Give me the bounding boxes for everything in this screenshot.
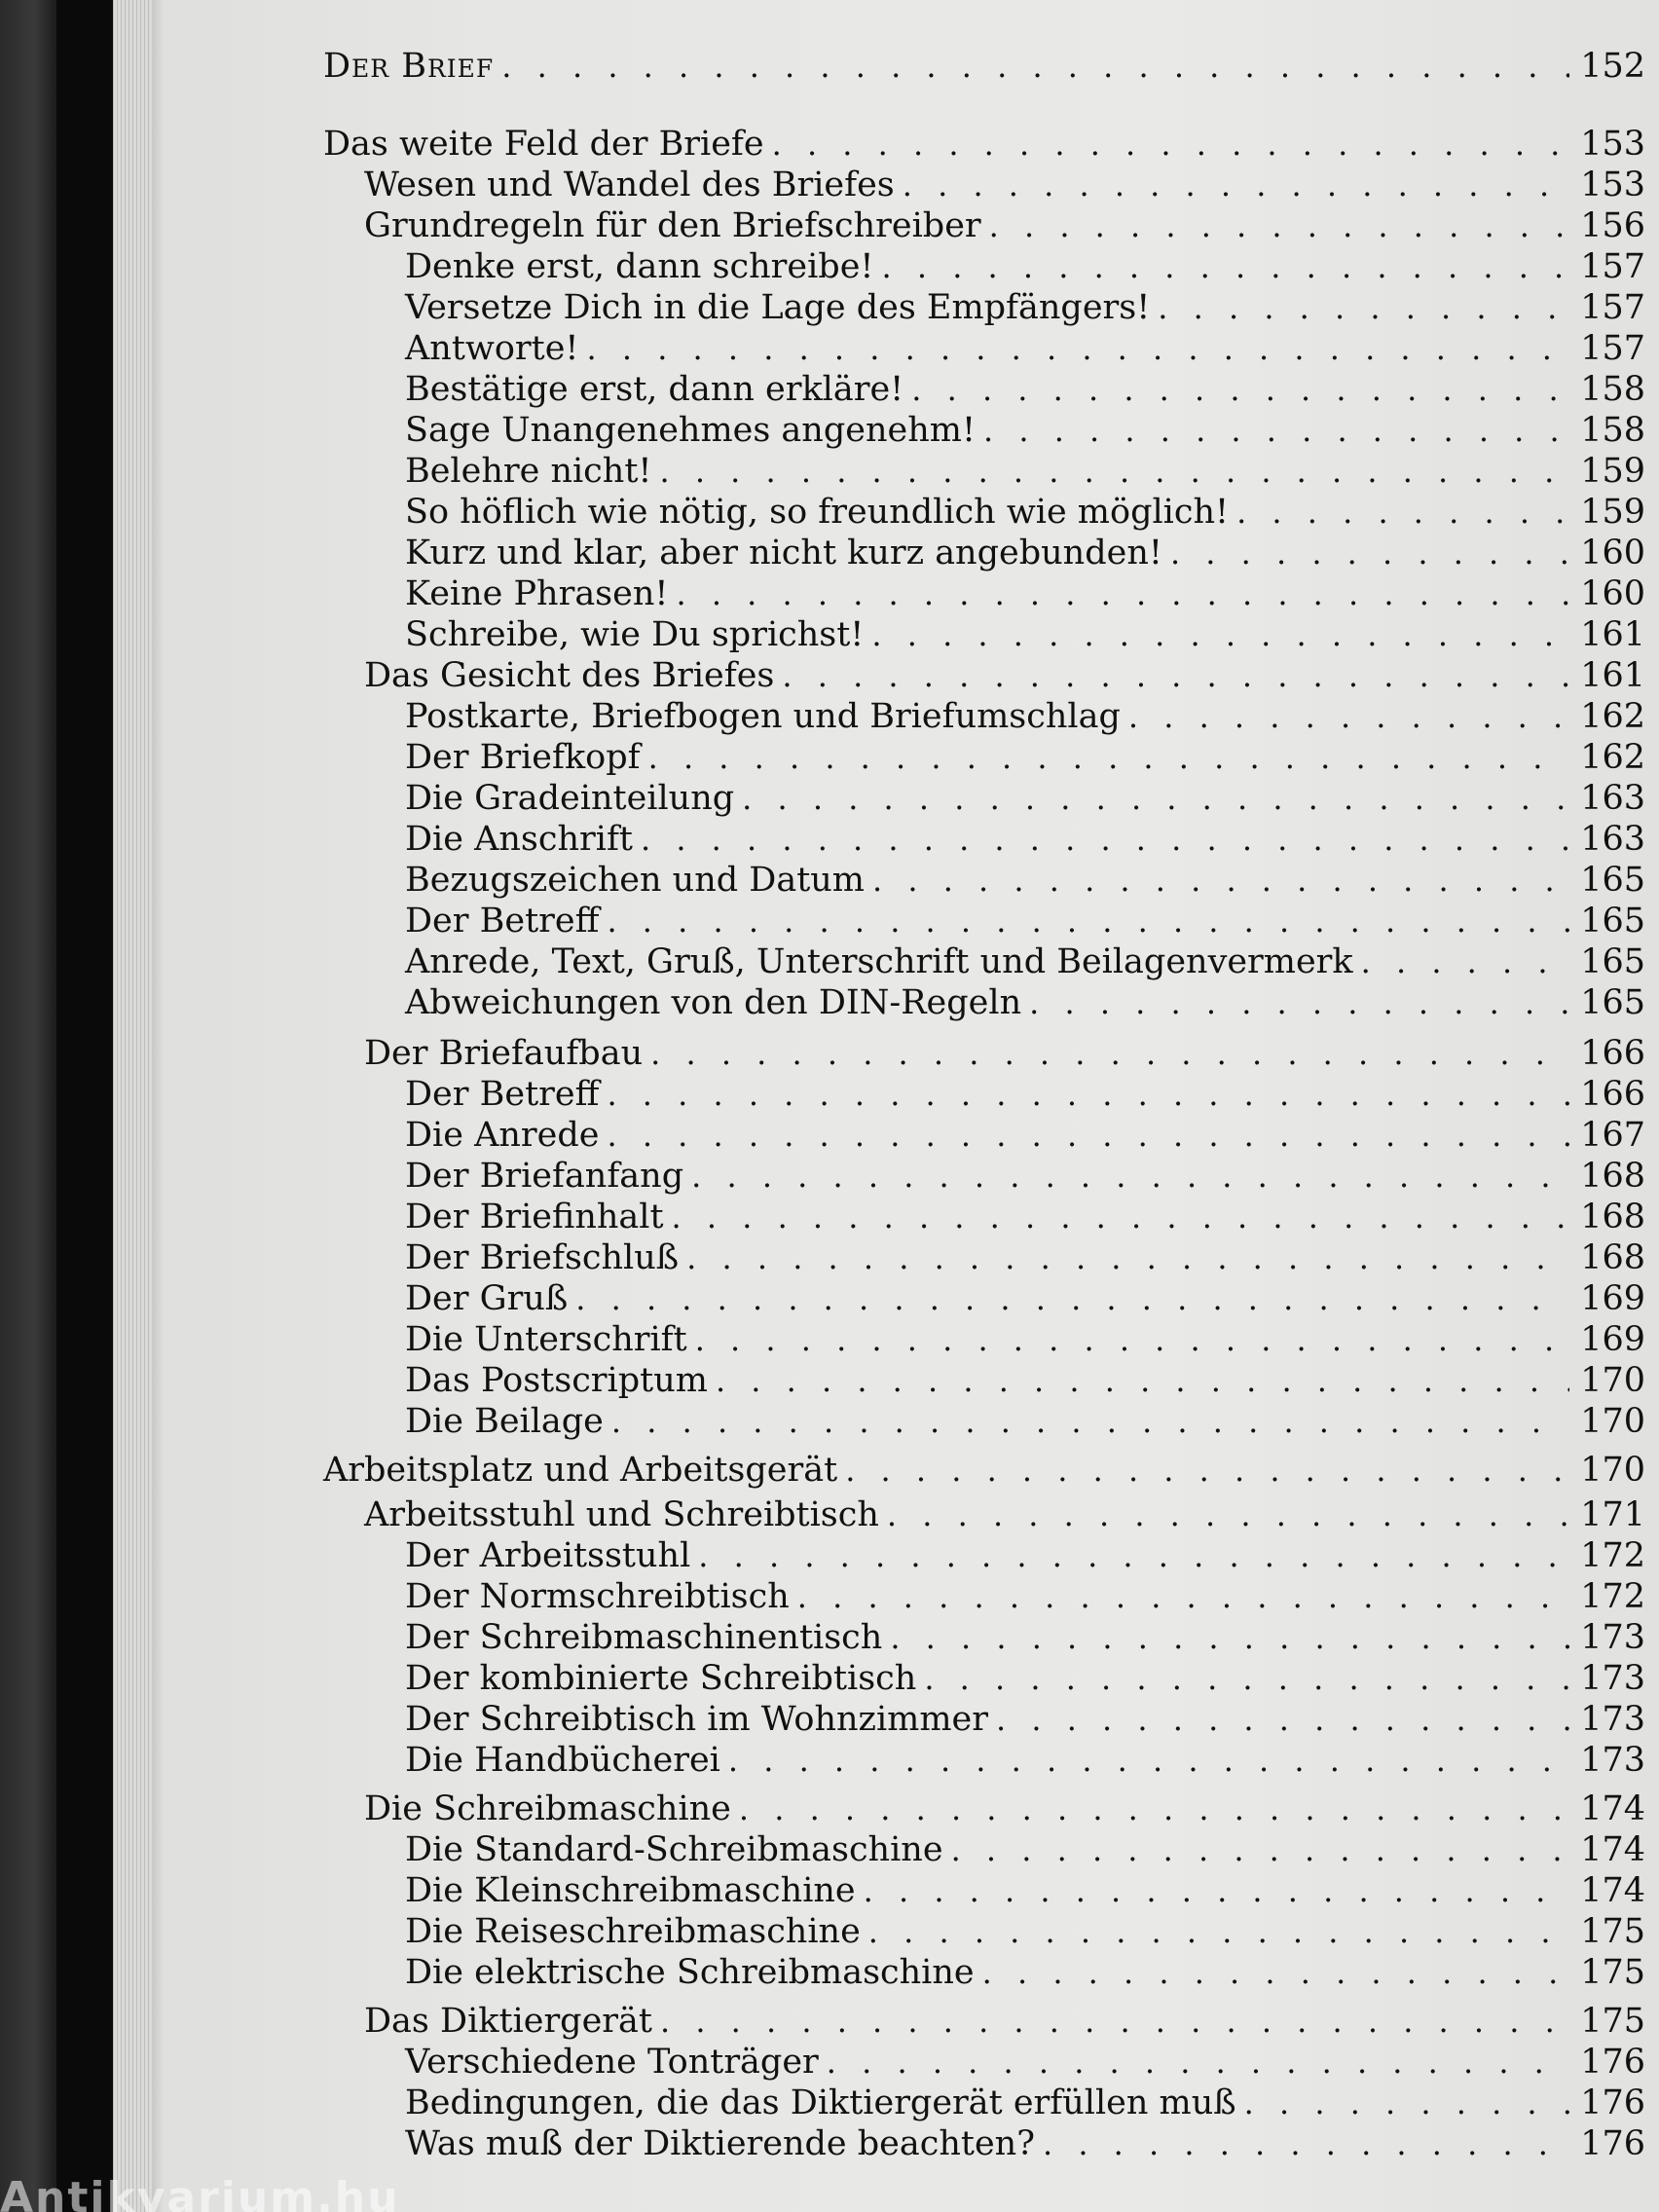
toc-entry [323,123,1645,166]
dot-leader [501,45,1569,88]
toc-entry-page-number: 173 [1580,1741,1645,1780]
toc-entry [405,1400,1645,1443]
dot-leader [739,1788,1569,1830]
toc-entry [405,736,1645,779]
dot-leader [587,327,1570,370]
toc-entry [405,1869,1645,1912]
toc-entry-title: Arbeitsplatz und Arbeitsgerät [323,1451,838,1490]
toc-entry-page-number: 161 [1580,615,1645,654]
dot-leader [772,123,1569,166]
toc-entry [405,1739,1645,1782]
toc-entry [405,409,1645,452]
toc-entry-title: Der Briefschluß [405,1238,680,1277]
toc-entry [405,1828,1645,1871]
toc-entry [405,327,1645,370]
toc-entry-title: Bedingungen, die das Diktiergerät erfüllen muß [405,2083,1236,2122]
toc-entry-page-number: 172 [1580,1577,1645,1616]
toc-entry-page-number: 158 [1580,411,1645,450]
toc-entry [405,572,1645,615]
toc-entry-title: Schreibe, wie Du sprichst! [405,615,865,654]
toc-entry-page-number: 157 [1580,288,1645,327]
toc-entry-page-number: 174 [1580,1789,1645,1828]
toc-entry [405,818,1645,861]
toc-entry [405,368,1645,411]
toc-entry [405,1575,1645,1618]
toc-entry-page-number: 173 [1580,1618,1645,1657]
toc-entry-page-number: 168 [1580,1157,1645,1196]
toc-entry [405,245,1645,288]
toc-entry-title: Anrede, Text, Gruß, Unterschrift und Beilagenvermerk [405,942,1353,981]
toc-entry-page-number: 172 [1580,1536,1645,1575]
toc-entry [405,1951,1645,1994]
toc-entry-title: Die Beilage [405,1402,604,1441]
toc-entry-page-number: 170 [1580,1361,1645,1400]
toc-entry [364,204,1645,247]
toc-entry [405,1155,1645,1198]
dot-leader [1170,532,1569,574]
dot-leader [882,245,1570,288]
toc-entry [405,491,1645,534]
toc-entry-title: Das Gesicht des Briefes [364,656,775,695]
toc-entry-page-number: 176 [1580,2083,1645,2122]
dot-leader [887,1493,1569,1536]
toc-entry-title: Die Handbücherei [405,1741,720,1780]
toc-entry-title: Kurz und klar, aber nicht kurz angebunden! [405,534,1162,572]
dot-leader [641,818,1569,861]
toc-entry-title: Wesen und Wandel des Briefes [364,166,895,204]
toc-entry-title: Der Betreff [405,1075,600,1114]
toc-entry [364,1032,1645,1075]
toc-entry [405,1534,1645,1577]
dot-leader [691,1155,1569,1198]
dot-leader [1244,2082,1569,2124]
watermark: Antikvarium.hu [0,2173,400,2212]
toc-entry-title: Abweichungen von den DIN-Regeln [405,983,1022,1022]
toc-entry [364,1788,1645,1830]
dot-leader [982,1951,1569,1994]
toc-entry-page-number: 163 [1580,779,1645,818]
toc-entry-title: Was muß der Diktierende beachten? [405,2124,1035,2163]
toc-entry [405,532,1645,574]
toc-entry-title: Die Unterschrift [405,1320,687,1359]
toc-entry [405,1616,1645,1659]
toc-entry-title: Arbeitsstuhl und Schreibtisch [364,1495,879,1534]
toc-entry [405,1359,1645,1402]
toc-entry [405,859,1645,902]
toc-entry [405,1277,1645,1320]
toc-entry-page-number: 174 [1580,1871,1645,1910]
toc-entry-title: Bezugszeichen und Datum [405,861,865,900]
toc-entry-title: Der Briefkopf [405,738,641,777]
dot-leader [660,2000,1569,2043]
toc-entry [405,900,1645,942]
dot-leader [1128,695,1569,738]
toc-entry-page-number: 165 [1580,942,1645,981]
toc-entry [405,940,1645,983]
toc-entry [405,695,1645,738]
dot-leader [903,164,1569,206]
dot-leader [782,654,1569,697]
dot-leader [648,736,1569,779]
toc-entry-page-number: 169 [1580,1320,1645,1359]
toc-entry-page-number: 175 [1580,1912,1645,1951]
toc-entry [323,45,1645,88]
toc-entry-page-number: 173 [1580,1659,1645,1698]
dot-leader [695,1318,1569,1361]
toc-entry-page-number: 165 [1580,902,1645,940]
toc-entry-page-number: 170 [1580,1402,1645,1441]
toc-entry-title: Bestätige erst, dann erkläre! [405,370,904,409]
toc-entry-page-number: 176 [1580,2124,1645,2163]
toc-entry-title: Versetze Dich in die Lage des Empfängers! [405,288,1151,327]
toc-entry-page-number: 174 [1580,1830,1645,1869]
dot-leader [575,1277,1569,1320]
dot-leader [864,1869,1569,1912]
dot-leader [989,204,1569,247]
toc-entry-title: Die Standard-Schreibmaschine [405,1830,943,1869]
toc-entry-title: Der Briefinhalt [405,1198,664,1236]
dot-leader [983,409,1569,452]
toc-entry-title: Belehre nicht! [405,452,652,491]
toc-entry-page-number: 162 [1580,738,1645,777]
toc-entry [405,1318,1645,1361]
dot-leader [607,900,1569,942]
toc-entry-page-number: 166 [1580,1034,1645,1073]
toc-entry-title: Die Kleinschreibmaschine [405,1871,856,1910]
toc-entry-page-number: 175 [1580,1953,1645,1992]
dot-leader [728,1739,1569,1782]
dot-leader [871,613,1569,656]
toc-entry-title: Postkarte, Briefbogen und Briefumschlag [405,697,1121,736]
dot-leader [659,450,1569,493]
toc-entry-page-number: 176 [1580,2043,1645,2082]
toc-entry-title: Der Gruß [405,1279,569,1318]
toc-entry-title: Die Schreibmaschine [364,1789,731,1828]
toc-entry-page-number: 165 [1580,983,1645,1022]
toc-entry-page-number: 157 [1580,329,1645,368]
toc-entry-page-number: 161 [1580,656,1645,695]
dot-leader [797,1575,1569,1618]
dot-leader [1158,286,1569,329]
toc-entry-title: Der Schreibtisch im Wohnzimmer [405,1700,988,1739]
dot-leader [845,1449,1569,1492]
toc-entry [405,1114,1645,1157]
toc-entry-title: Der Arbeitsstuhl [405,1536,691,1575]
toc-entry-title: Der kombinierte Schreibtisch [405,1659,917,1698]
dot-leader [607,1073,1569,1116]
dot-leader [611,1400,1569,1443]
dot-leader [1029,981,1569,1024]
toc-entry-title: Grundregeln für den Briefschreiber [364,206,981,245]
toc-entry-title: Der Briefanfang [405,1157,684,1196]
toc-entry [405,450,1645,493]
toc-entry-page-number: 168 [1580,1238,1645,1277]
toc-entry [364,1493,1645,1536]
toc-entry-page-number: 160 [1580,574,1645,613]
toc-entry-page-number: 173 [1580,1700,1645,1739]
dot-leader [924,1657,1569,1700]
dot-leader [911,368,1569,411]
toc-entry-title: Die elektrische Schreibmaschine [405,1953,975,1992]
toc-entry-page-number: 157 [1580,247,1645,286]
toc-entry-page-number: 156 [1580,206,1645,245]
toc-entry-page-number: 169 [1580,1279,1645,1318]
toc-entry [405,1196,1645,1238]
dot-leader [650,1032,1569,1075]
dot-leader [672,1196,1569,1238]
toc-entry-title: Der Betreff [405,902,600,940]
toc-entry [405,1073,1645,1116]
toc-entry [323,1449,1645,1492]
dot-leader [1361,940,1569,983]
toc-entry-page-number: 167 [1580,1116,1645,1155]
dot-leader [686,1236,1569,1279]
toc-entry-title: Die Anrede [405,1116,600,1155]
dot-leader [890,1616,1569,1659]
toc-entry-page-number: 166 [1580,1075,1645,1114]
toc-entry-title: Der Normschreibtisch [405,1577,790,1616]
toc-entry [405,286,1645,329]
toc-entry-title: Die Gradeinteilung [405,779,735,818]
toc-entry-title: So höflich wie nötig, so freundlich wie möglich! [405,493,1230,532]
toc-entry-title: Die Reiseschreibmaschine [405,1912,861,1951]
toc-entry-title: Das Diktiergerät [364,2002,652,2041]
toc-entry [405,2122,1645,2165]
dot-leader [716,1359,1569,1402]
dot-leader [607,1114,1569,1157]
toc-entry-title: Denke erst, dann schreibe! [405,247,874,286]
toc-entry-page-number: 158 [1580,370,1645,409]
dot-leader [827,2041,1569,2083]
toc-entry-title: Der Brief [323,47,495,86]
toc-entry-title: Verschiedene Tonträger [405,2043,819,2082]
toc-entry-page-number: 153 [1580,125,1645,164]
dot-leader [996,1698,1569,1741]
toc-entry-title: Keine Phrasen! [405,574,669,613]
toc-entry [364,164,1645,206]
toc-entry [405,2082,1645,2124]
toc-entry-page-number: 168 [1580,1198,1645,1236]
dot-leader [868,1910,1569,1953]
dot-leader [872,859,1569,902]
toc-entry-title: Das weite Feld der Briefe [323,125,764,164]
toc-entry-title: Der Schreibmaschinentisch [405,1618,883,1657]
toc-entry-page-number: 160 [1580,534,1645,572]
dot-leader [1043,2122,1569,2165]
toc-entry-title: Der Briefaufbau [364,1034,644,1073]
toc-entry [405,1657,1645,1700]
toc-entry-page-number: 175 [1580,2002,1645,2041]
toc-entry-page-number: 162 [1580,697,1645,736]
toc-entry-page-number: 159 [1580,452,1645,491]
toc-entry [405,613,1645,656]
toc-entry-title: Sage Unangenehmes angenehm! [405,411,977,450]
toc-entry-title: Das Postscriptum [405,1361,708,1400]
dot-leader [742,777,1569,820]
toc-entry [405,1236,1645,1279]
toc-entry-page-number: 163 [1580,820,1645,859]
toc-entry-page-number: 170 [1580,1451,1645,1490]
dot-leader [676,572,1569,615]
dot-leader [1236,491,1569,534]
toc-entry-title: Antworte! [405,329,579,368]
toc-entry [405,2041,1645,2083]
toc-entry [364,654,1645,697]
toc-entry [405,981,1645,1024]
dot-leader [951,1828,1569,1871]
toc-entry-page-number: 171 [1580,1495,1645,1534]
toc-entry [405,1698,1645,1741]
dot-leader [698,1534,1569,1577]
toc-entry [364,2000,1645,2043]
toc-entry [405,1910,1645,1953]
toc-entry-page-number: 152 [1580,47,1645,86]
toc-entry-page-number: 159 [1580,493,1645,532]
toc-entry-title: Die Anschrift [405,820,633,859]
toc-entry-page-number: 153 [1580,166,1645,204]
toc-entry [405,777,1645,820]
toc-entry-page-number: 165 [1580,861,1645,900]
